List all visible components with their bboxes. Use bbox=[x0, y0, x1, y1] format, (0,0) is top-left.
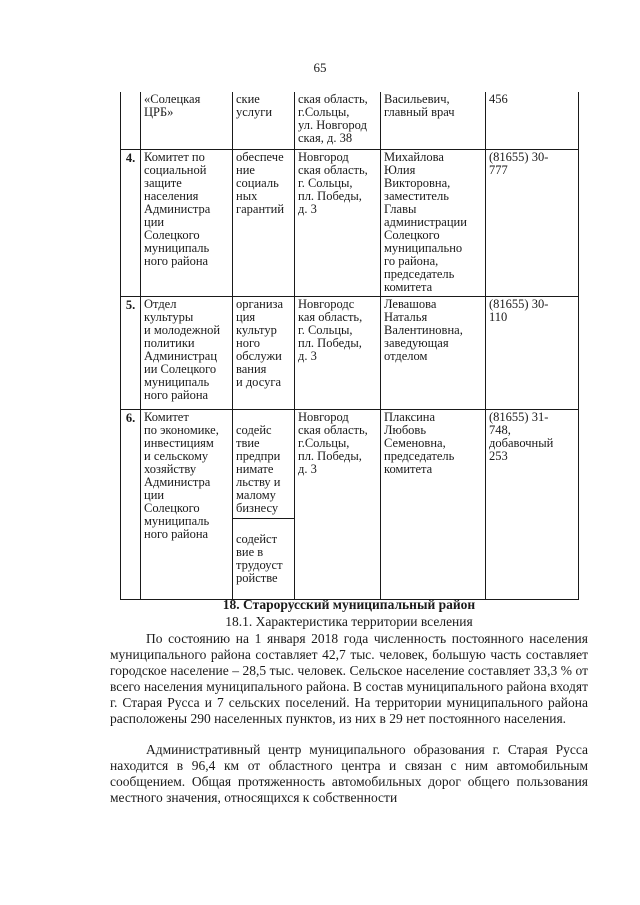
section-heading: 18. Старорусский муниципальный район bbox=[222, 597, 476, 612]
organization-phone: 456 bbox=[486, 92, 579, 149]
row-number: 6. bbox=[121, 409, 141, 599]
row-number: 5. bbox=[121, 296, 141, 409]
organization-phone: (81655) 30- 777 bbox=[486, 149, 579, 296]
table-row bbox=[121, 296, 579, 409]
table-row bbox=[121, 92, 579, 149]
organization-name: Комитет по экономике, инвестициям и сельскому хозяйству Администра ции Солецкого муниципаль ного района bbox=[141, 409, 233, 599]
organization-head: Васильевич, главный врач bbox=[381, 92, 486, 149]
organization-address: ская область, г.Сольцы, ул. Новгород ская, д. 38 bbox=[295, 92, 381, 149]
page-number: 65 bbox=[313, 60, 327, 75]
organization-phone: (81655) 30- 110 bbox=[486, 296, 579, 409]
organizations-table bbox=[120, 92, 579, 600]
body-paragraph: По состоянию на 1 января 2018 года численность постоянного населения муниципального района составляет 42,7 тыс. человек, большую часть составляет городское население – 28,5 тыс. человек. Сельское население составляет 33,3 % от всего населения муниципального района. В состав муниципального района входят г. Старая Русса и 7 сельских поселений. На территории муниципального района расположены 290 населенных пунктов, из них в 29 нет постоянного населения. bbox=[110, 631, 588, 726]
organization-function-cell bbox=[233, 409, 295, 599]
organization-name: Комитет по социальной защите населения Администра ции Солецкого муниципаль ного района bbox=[141, 149, 233, 296]
organization-function: содейс твие предпри нимате льству и малому бизнесу bbox=[233, 423, 294, 519]
organization-function: организа ция культур ного обслужи вания и досуга bbox=[233, 296, 295, 409]
body-paragraph: Административный центр муниципального образования г. Старая Русса находится в 96,4 км от областного центра и связан с ним автомобильным сообщением. Общая протяженность автомобильных дорог общего пользования местного значения, относящихся к собственности bbox=[110, 742, 588, 805]
organization-phone: (81655) 31- 748, добавочный 253 bbox=[486, 409, 579, 599]
organization-address: Новгород ская область, г.Сольцы, пл. Победы, д. 3 bbox=[295, 409, 381, 599]
table-row bbox=[121, 409, 579, 599]
organization-function: обеспече ние социаль ных гарантий bbox=[233, 149, 295, 296]
organization-name: «Солецкая ЦРБ» bbox=[141, 92, 233, 149]
row-number: 4. bbox=[121, 149, 141, 296]
organization-head: Михайлова Юлия Викторовна, заместитель Главы администрации Солецкого муниципально го района, председатель комитета bbox=[381, 149, 486, 296]
organization-function-secondary: содейст вие в трудоуст ройстве bbox=[236, 531, 283, 585]
table-row bbox=[121, 149, 579, 296]
organization-address: Новгородс кая область, г. Сольцы, пл. Победы, д. 3 bbox=[295, 296, 381, 409]
section-subheading: 18.1. Характеристика территории вселения bbox=[225, 614, 473, 629]
row-number bbox=[121, 92, 141, 149]
organization-head: Левашова Наталья Валентиновна, заведующая отделом bbox=[381, 296, 486, 409]
organization-address: Новгород ская область, г. Сольцы, пл. Победы, д. 3 bbox=[295, 149, 381, 296]
organization-function: ские услуги bbox=[233, 92, 295, 149]
organization-head: Плаксина Любовь Семеновна, председатель комитета bbox=[381, 409, 486, 599]
organization-name: Отдел культуры и молодежной политики Администрац ии Солецкого муниципаль ного района bbox=[141, 296, 233, 409]
